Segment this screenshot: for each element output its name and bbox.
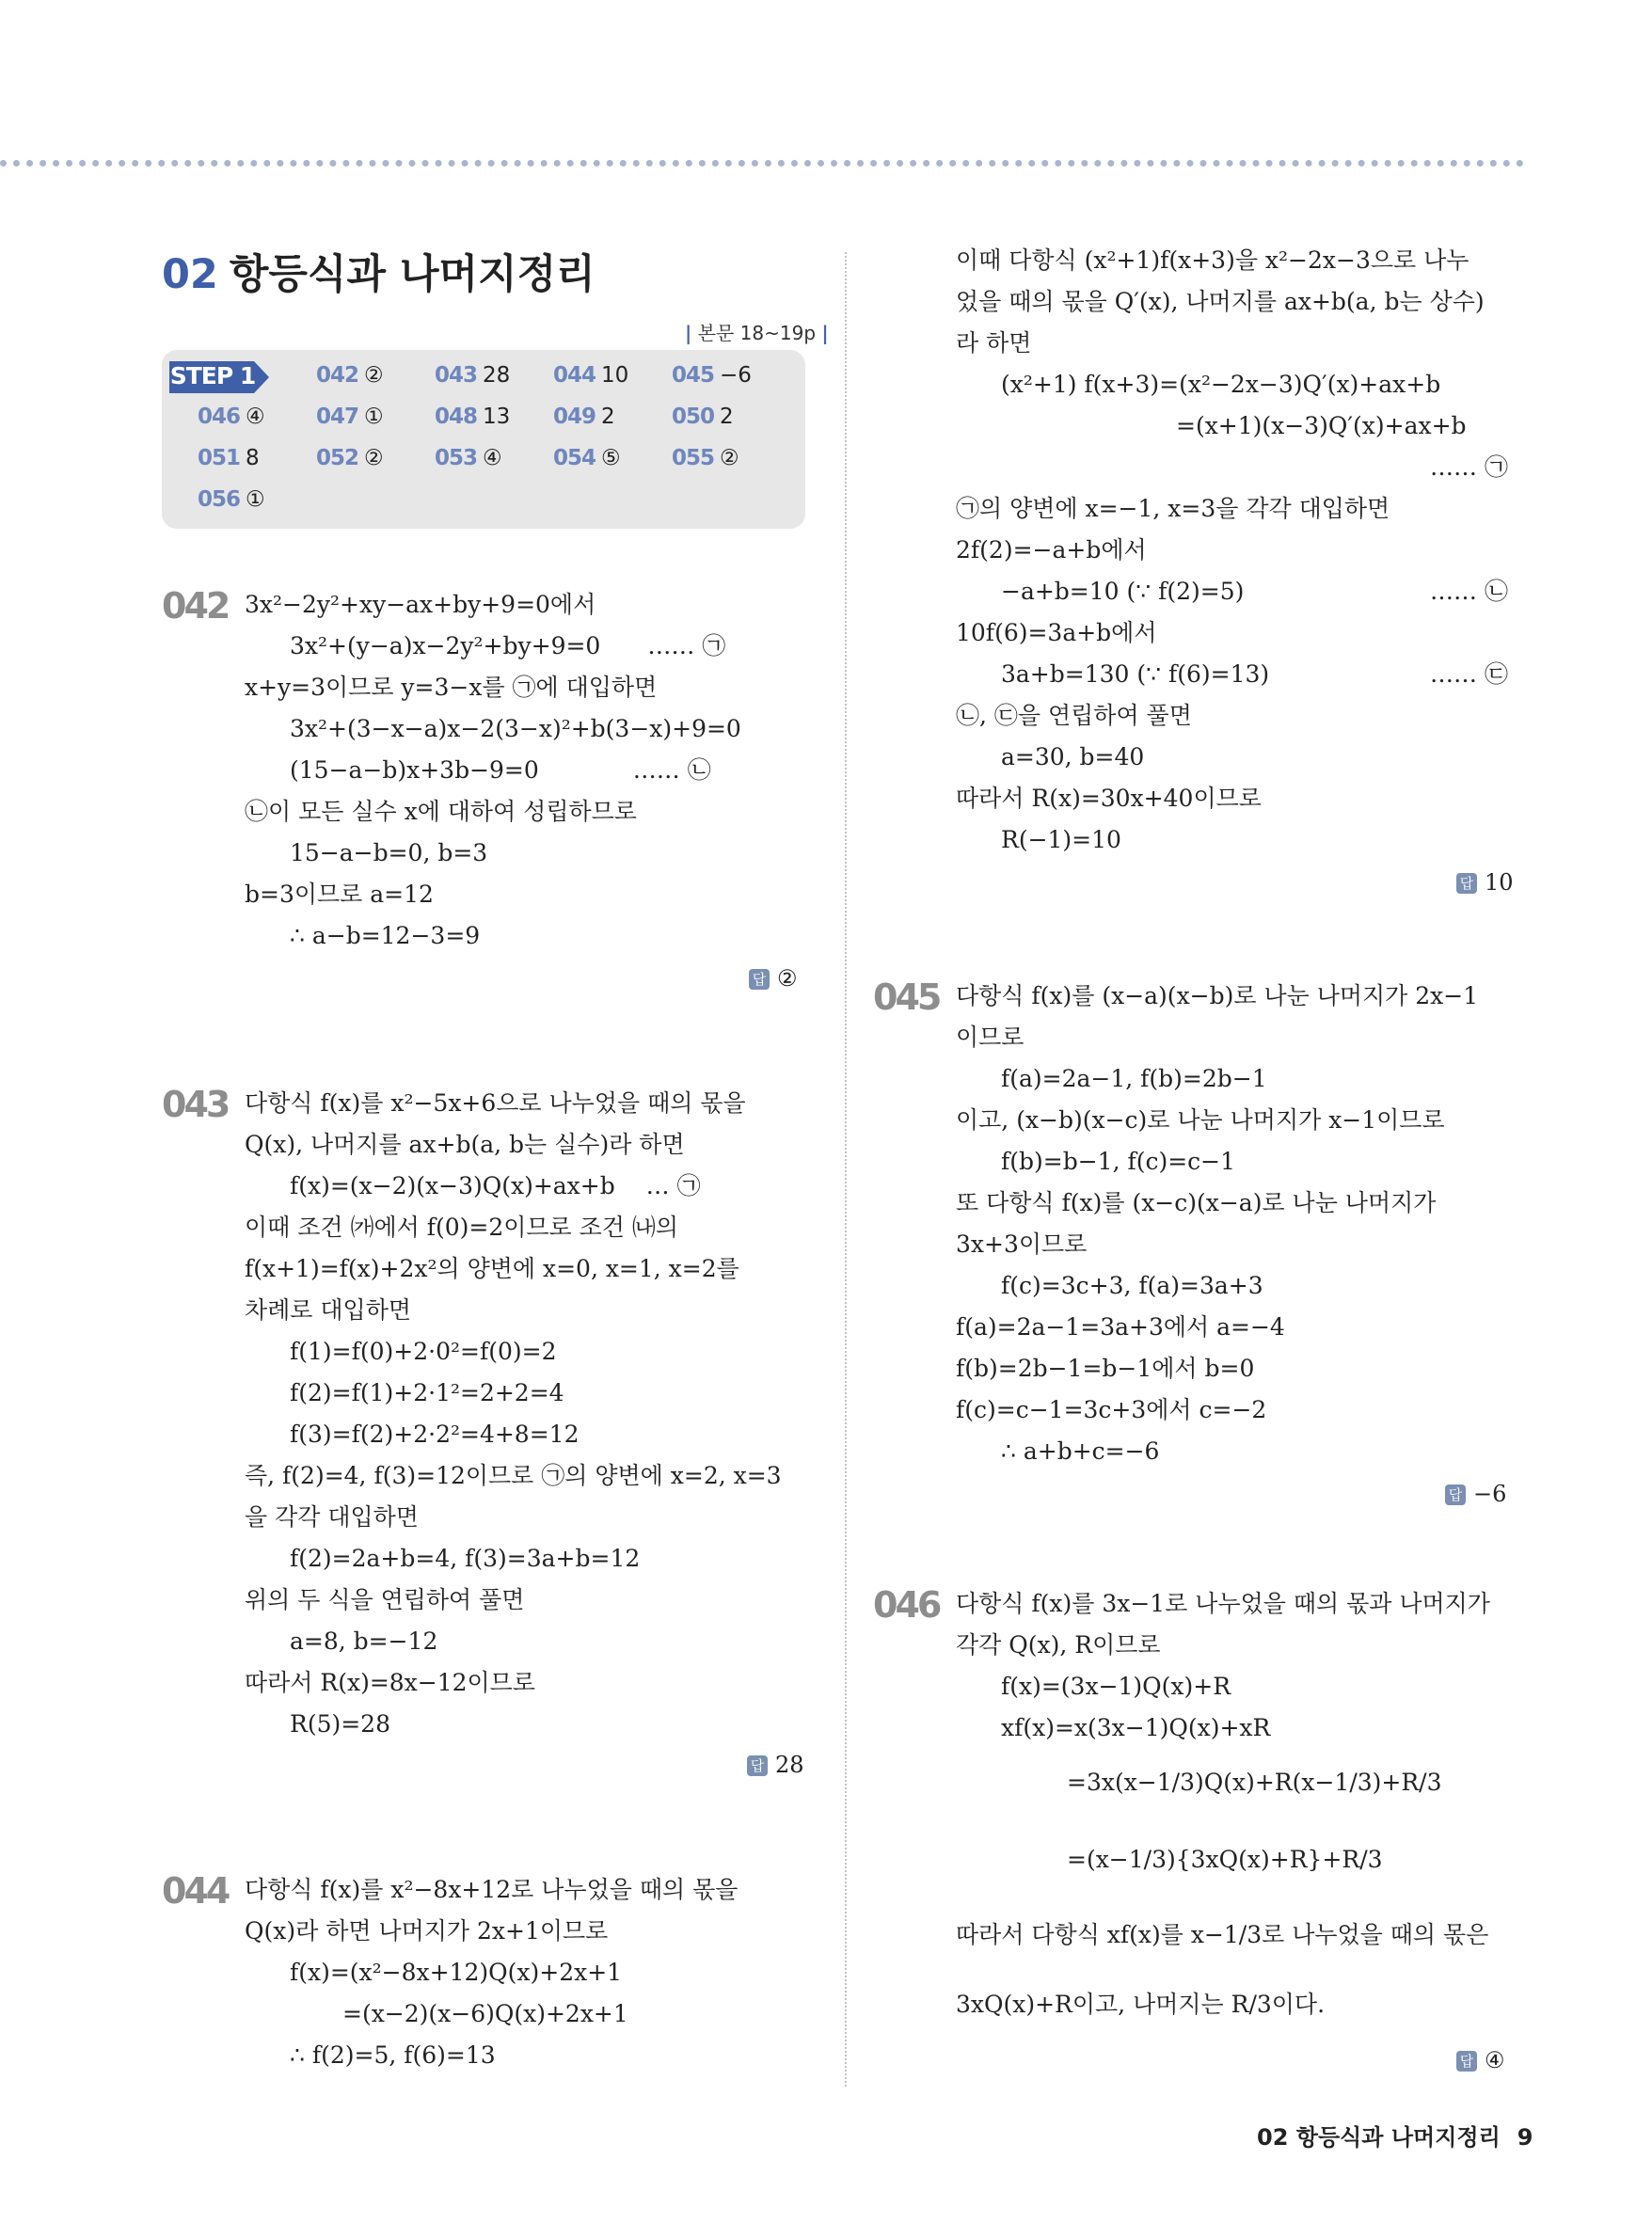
answer-item: 048 13 (435, 405, 511, 429)
answer-mark: 답 ④ (1456, 2047, 1505, 2073)
solution-line: f(b)=2b−1=b−1에서 b=0 (956, 1355, 1255, 1382)
solution-line: (x²+1) f(x+3)=(x²−2x−3)Q′(x)+ax+b (1001, 371, 1441, 398)
solution-line: 즉, f(2)=4, f(3)=12이므로 ㉠의 양변에 x=2, x=3 (245, 1462, 782, 1489)
problem-number: 043 (162, 1084, 229, 1125)
solution-line: f(b)=b−1, f(c)=c−1 (1001, 1148, 1236, 1175)
solution-line: 2f(2)=−a+b에서 (956, 536, 1147, 564)
step1-label (169, 361, 269, 393)
solution-line: f(2)=2a+b=4, f(3)=3a+b=12 (290, 1545, 641, 1572)
solution-line: Q(x)라 하면 나머지가 2x+1이므로 (245, 1917, 609, 1945)
solution-line: f(1)=f(0)+2·0²=f(0)=2 (290, 1338, 557, 1365)
solution-line: 3xQ(x)+R이고, 나머지는 R/3이다. (956, 1991, 1326, 2018)
column-divider (845, 252, 847, 2087)
answer-item: 055 ② (672, 446, 739, 470)
answer-item: 052 ② (316, 446, 384, 470)
solution-line: a=8, b=−12 (290, 1628, 438, 1655)
solution-line: 다항식 f(x)를 x²−5x+6으로 나누었을 때의 몫을 (245, 1089, 746, 1117)
top-dotted-rule (0, 160, 1524, 167)
solution-line: b=3이므로 a=12 (245, 881, 434, 908)
answer-item: 051 8 (198, 446, 260, 470)
solution-line: 차례로 대입하면 (245, 1296, 411, 1324)
solution-line: f(x+1)=f(x)+2x²의 양변에 x=0, x=1, x=2를 (245, 1255, 739, 1282)
solution-line: 따라서 다항식 xf(x)를 x−1/3로 나누었을 때의 몫은 (956, 1921, 1489, 1948)
page-reference-text: 본문 18~19p (697, 322, 817, 344)
page-number: 9 (1517, 2124, 1533, 2151)
answer-mark: 답 10 (1456, 869, 1514, 896)
solution-line: 3x²+(3−x−a)x−2(3−x)²+b(3−x)+9=0 (290, 715, 741, 742)
answer-tag-icon: 답 (749, 969, 770, 990)
answer-item: 044 10 (553, 363, 629, 388)
solution-line: 10f(6)=3a+b에서 (956, 619, 1157, 646)
solution-line: 각각 Q(x), R이므로 (956, 1631, 1161, 1659)
solution-line: ∴ a−b=12−3=9 (290, 922, 481, 949)
problem-number: 042 (162, 585, 229, 627)
solution-line: xf(x)=x(3x−1)Q(x)+xR (1001, 1714, 1271, 1741)
answer-item: 043 28 (435, 363, 511, 388)
answer-tag-icon: 답 (1445, 1485, 1466, 1505)
solution-line: a=30, b=40 (1001, 743, 1145, 770)
answer-tag-icon: 답 (1456, 873, 1477, 894)
answer-item: 046 ④ (198, 405, 265, 429)
solution-line: (15−a−b)x+3b−9=0 …… ㉡ (290, 756, 711, 784)
problem-number: 045 (873, 977, 940, 1018)
solution-line: ㉡, ㉢을 연립하여 풀면 (956, 702, 1192, 729)
solution-line: =(x−2)(x−6)Q(x)+2x+1 (342, 2000, 628, 2027)
solution-line: 라 하면 (956, 329, 1032, 357)
solution-line: f(c)=3c+3, f(a)=3a+3 (1001, 1272, 1263, 1299)
answer-item: 042 ② (316, 363, 384, 388)
answer-item: 054 ⑤ (553, 446, 621, 470)
solution-line: x+y=3이므로 y=3−x를 ㉠에 대입하면 (245, 674, 658, 701)
section-title: 항등식과 나머지정리 (229, 251, 596, 298)
answer-mark: 답 ② (749, 965, 798, 992)
solution-line: 따라서 R(x)=8x−12이므로 (245, 1669, 535, 1696)
solution-line: =3x(x−1/3)Q(x)+R(x−1/3)+R/3 (1067, 1769, 1442, 1796)
solution-line: 3x+3이므로 (956, 1231, 1088, 1258)
solution-line: 이때 다항식 (x²+1)f(x+3)을 x²−2x−3으로 나누 (956, 246, 1469, 274)
page-title (162, 243, 596, 300)
answer-item: 049 2 (553, 405, 615, 429)
solution-line: 이고, (x−b)(x−c)로 나눈 나머지가 x−1이므로 (956, 1106, 1445, 1134)
solution-line: 다항식 f(x)를 3x−1로 나누었을 때의 몫과 나머지가 (956, 1590, 1490, 1617)
answer-tag-icon: 답 (747, 1755, 768, 1776)
answer-item: 050 2 (672, 405, 734, 429)
solution-line: …… ㉢ (1430, 660, 1508, 688)
solution-line: …… ㉡ (1430, 578, 1508, 605)
answer-mark: 답 −6 (1445, 1481, 1506, 1507)
solution-line: f(3)=f(2)+2·2²=4+8=12 (290, 1421, 580, 1448)
answer-item: 045 −6 (672, 363, 752, 388)
solution-line: Q(x), 나머지를 ax+b(a, b는 실수)라 하면 (245, 1131, 685, 1158)
solution-line: 이므로 (956, 1024, 1025, 1051)
solution-line: 다항식 f(x)를 (x−a)(x−b)로 나눈 나머지가 2x−1 (956, 982, 1479, 1009)
solution-line: f(2)=f(1)+2·1²=2+2=4 (290, 1379, 564, 1406)
solution-line: 따라서 R(x)=30x+40이므로 (956, 785, 1262, 812)
solution-line: 15−a−b=0, b=3 (290, 839, 488, 866)
page-reference: | 본문 18~19p | (685, 322, 829, 344)
solution-line: f(c)=c−1=3c+3에서 c=−2 (956, 1396, 1267, 1423)
solution-line: −a+b=10 (∵ f(2)=5) (1001, 578, 1245, 605)
problem-number: 046 (873, 1584, 940, 1626)
solution-line: f(x)=(x²−8x+12)Q(x)+2x+1 (290, 1959, 623, 1986)
solution-line: ㉡이 모든 실수 x에 대하여 성립하므로 (245, 798, 637, 825)
solution-line: =(x−1/3){3xQ(x)+R}+R/3 (1067, 1846, 1383, 1873)
solution-line: =(x+1)(x−3)Q′(x)+ax+b (1176, 412, 1467, 439)
solution-line: f(x)=(3x−1)Q(x)+R (1001, 1673, 1231, 1700)
solution-line: 다항식 f(x)를 x²−8x+12로 나누었을 때의 몫을 (245, 1876, 739, 1903)
solution-line: 이때 조건 ㈎에서 f(0)=2이므로 조건 ㈏의 (245, 1214, 679, 1241)
footer-title: 02 항등식과 나머지정리 (1257, 2124, 1501, 2151)
solution-line: …… ㉠ (1430, 453, 1508, 481)
solution-line: R(5)=28 (290, 1710, 390, 1738)
solution-line: f(a)=2a−1=3a+3에서 a=−4 (956, 1313, 1285, 1341)
step1-answer-box (162, 350, 805, 529)
section-number: 02 (162, 251, 218, 298)
solution-line: 3x²−2y²+xy−ax+by+9=0에서 (245, 591, 596, 618)
solution-line: 3a+b=130 (∵ f(6)=13) (1001, 660, 1270, 688)
solution-line: ㉠의 양변에 x=−1, x=3을 각각 대입하면 (956, 495, 1390, 522)
solution-line: R(−1)=10 (1001, 826, 1121, 853)
answer-item: 047 ① (316, 405, 384, 429)
solution-line: f(x)=(x−2)(x−3)Q(x)+ax+b … ㉠ (290, 1172, 701, 1199)
answer-mark: 답 28 (747, 1752, 804, 1778)
solution-line: 었을 때의 몫을 Q′(x), 나머지를 ax+b(a, b는 상수) (956, 288, 1485, 315)
solution-line: 3x²+(y−a)x−2y²+by+9=0 …… ㉠ (290, 632, 726, 659)
solution-line: f(a)=2a−1, f(b)=2b−1 (1001, 1065, 1267, 1092)
step-label-text: STEP 1 (169, 362, 256, 389)
solution-line: 또 다항식 f(x)를 (x−c)(x−a)로 나눈 나머지가 (956, 1189, 1437, 1216)
answer-tag-icon: 답 (1456, 2051, 1477, 2072)
page-footer (1257, 2119, 1533, 2152)
answer-item: 053 ④ (435, 446, 502, 470)
solution-line: ∴ f(2)=5, f(6)=13 (290, 2041, 496, 2069)
solution-line: 위의 두 식을 연립하여 풀면 (245, 1586, 525, 1613)
problem-number: 044 (162, 1870, 229, 1912)
solution-line: ∴ a+b+c=−6 (1001, 1437, 1160, 1465)
answer-item: 056 ① (198, 487, 265, 512)
solution-line: 을 각각 대입하면 (245, 1503, 419, 1531)
